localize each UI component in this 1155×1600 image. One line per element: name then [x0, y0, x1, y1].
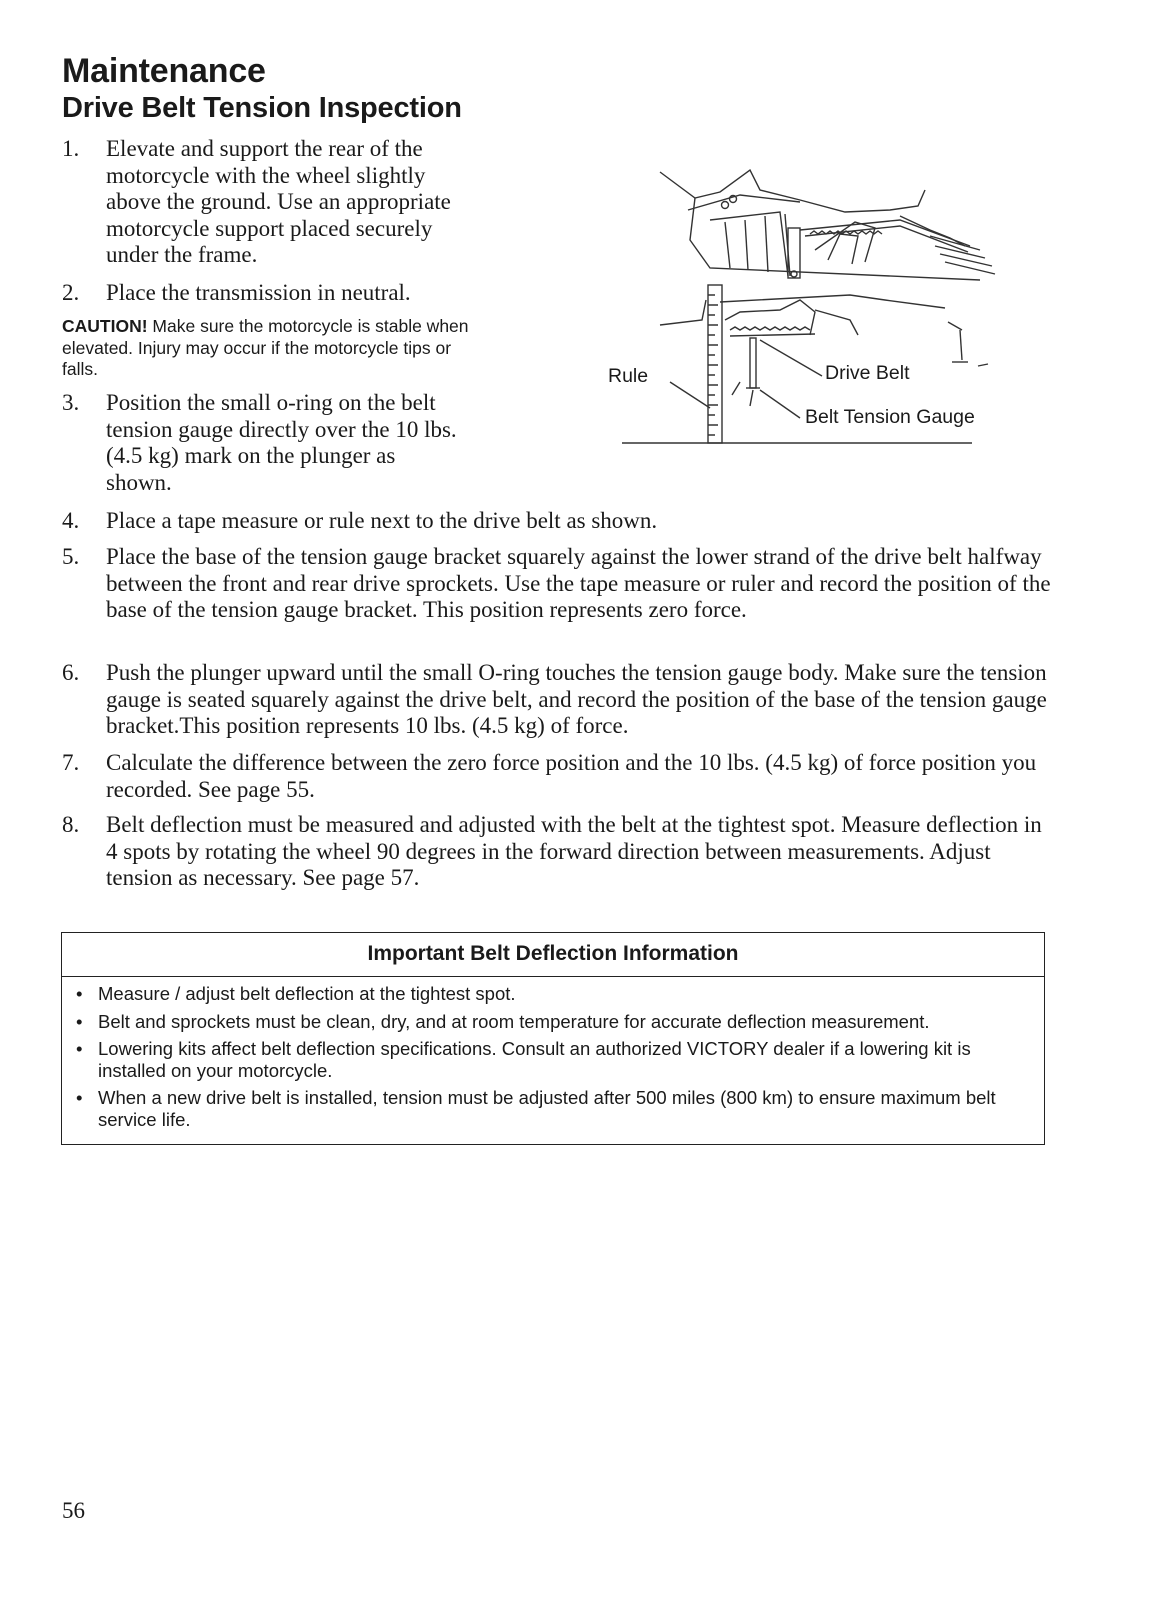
- figure-label-drive-belt: Drive Belt: [825, 362, 910, 384]
- list-item: [76, 1011, 1020, 1033]
- info-box-list: [62, 977, 1044, 1144]
- bullet-icon: •: [76, 1038, 83, 1059]
- list-item: [76, 1087, 1020, 1130]
- step-number: 3.: [62, 390, 80, 415]
- info-box-title: Important Belt Deflection Information: [62, 933, 1044, 977]
- step-text: Place the transmission in neutral.: [106, 280, 411, 305]
- step-6: [62, 660, 1052, 740]
- step-4: [62, 508, 1052, 535]
- step-number: 6.: [62, 660, 80, 685]
- step-text: Push the plunger upward until the small O-ring touches the tension gauge body. Make sure the tension gauge is seated squarely against the drive belt, and record the position of the base of the tension gauge bracket.This position represents 10 lbs. (4.5 kg) of force.: [106, 660, 1047, 738]
- step-text: Place the base of the tension gauge bracket squarely against the lower strand of the drive belt halfway between the front and rear drive sprockets. Use the tape measure or ruler and record the position of the base of the tension gauge bracket. This position represents zero force.: [106, 544, 1051, 622]
- belt-tension-figure: [600, 150, 1020, 460]
- caution-text: Make sure the motorcycle is stable when elevated. Injury may occur if the motorcycle tips or falls.: [62, 316, 469, 379]
- step-number: 2.: [62, 280, 80, 305]
- step-text: Belt deflection must be measured and adjusted with the belt at the tightest spot. Measure deflection in 4 spots by rotating the wheel 90 degrees in the forward direction between measurements. Adjust tension as necessary. See page 57.: [106, 812, 1042, 890]
- list-item-text: When a new drive belt is installed, tension must be adjusted after 500 miles (800 km) to ensure maximum belt service life.: [98, 1087, 996, 1130]
- bullet-icon: •: [76, 1010, 83, 1032]
- step-1: [62, 136, 482, 269]
- step-2: [62, 280, 482, 307]
- section-title: Maintenance: [62, 52, 266, 90]
- figure-label-rule: Rule: [608, 365, 649, 387]
- important-info-box: [61, 932, 1045, 1145]
- step-text: Elevate and support the rear of the motorcycle with the wheel slightly above the ground. Use an appropriate motorcycle support placed securely under the frame.: [106, 136, 451, 267]
- list-item: [76, 983, 1020, 1005]
- bullet-icon: •: [76, 983, 83, 1004]
- step-8: [62, 812, 1052, 892]
- list-item-text: Lowering kits affect belt deflection specifications. Consult an authorized VICTORY dealer if a lowering kit is installed on your motorcycle.: [98, 1038, 971, 1081]
- bullet-icon: •: [76, 1087, 83, 1108]
- step-5: [62, 544, 1052, 624]
- step-text: Calculate the difference between the zero force position and the 10 lbs. (4.5 kg) of force position you recorded. See page 55.: [106, 750, 1037, 802]
- subsection-title: Drive Belt Tension Inspection: [62, 92, 462, 124]
- step-3: [62, 390, 462, 496]
- step-number: 7.: [62, 750, 80, 775]
- figure-label-belt-tension-gauge: Belt Tension Gauge: [805, 406, 975, 428]
- list-item-text: Measure / adjust belt deflection at the tightest spot.: [98, 983, 516, 1004]
- step-number: 1.: [62, 136, 80, 161]
- step-number: 4.: [62, 508, 80, 533]
- step-text: Position the small o-ring on the belt tension gauge directly over the 10 lbs. (4.5 kg) mark on the plunger as shown.: [106, 390, 457, 495]
- caution-note: [62, 316, 482, 381]
- caution-label: CAUTION!: [62, 316, 148, 336]
- list-item: [76, 1038, 1020, 1081]
- step-text: Place a tape measure or rule next to the drive belt as shown.: [106, 508, 658, 533]
- list-item-text: Belt and sprockets must be clean, dry, and at room temperature for accurate deflection measurement.: [98, 1010, 930, 1032]
- step-7: [62, 750, 1052, 803]
- step-number: 8.: [62, 812, 80, 837]
- step-number: 5.: [62, 544, 80, 569]
- page-number: 56: [62, 1498, 85, 1523]
